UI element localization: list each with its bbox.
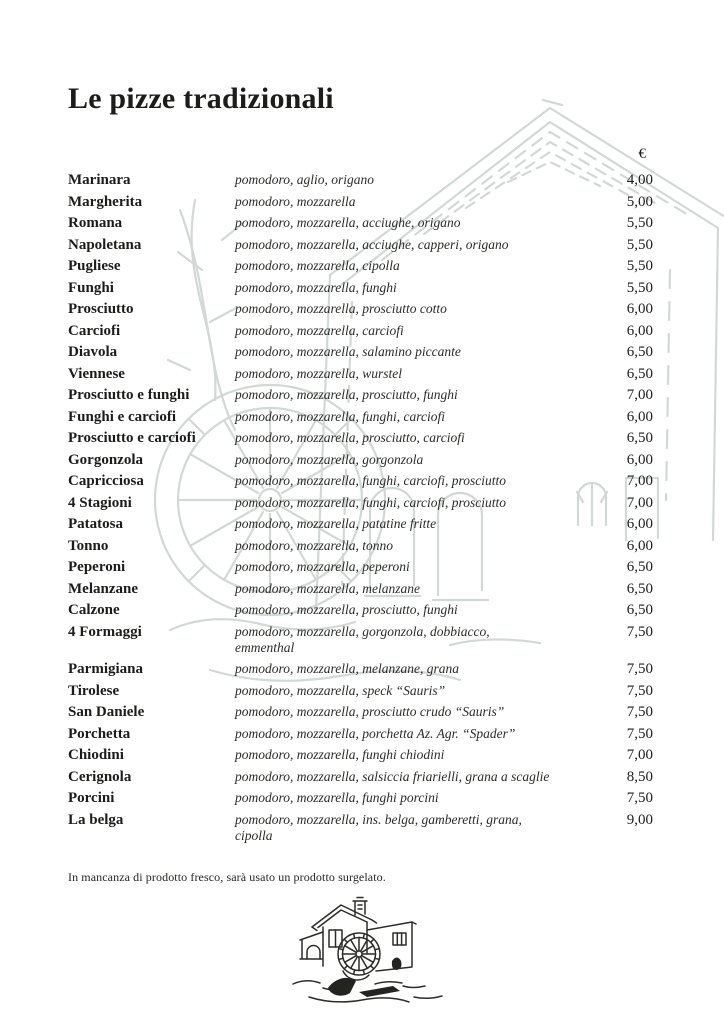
footnote: In mancanza di prodotto fresco, sarà usato un prodotto surgelato.: [68, 870, 386, 884]
pizza-name: Capricciosa: [68, 473, 144, 489]
pizza-price: 7,50: [626, 661, 653, 677]
pizza-name: Prosciutto e carciofi: [68, 430, 196, 446]
pizza-ingredients: [235, 172, 597, 188]
pizza-price: 7,50: [626, 623, 653, 640]
pizza-name: Peperoni: [68, 559, 126, 575]
pizza-price: 6,50: [626, 430, 653, 446]
pizza-ingredients-line1: pomodoro, mozzarella: [235, 193, 356, 209]
pizza-name: Romana: [68, 215, 123, 231]
pizza-name: Porcini: [68, 790, 115, 806]
pizza-price: 7,00: [626, 473, 653, 489]
menu-item-row: [68, 280, 653, 296]
pizza-name: San Daniele: [68, 704, 145, 720]
pizza-ingredients-line1: pomodoro, mozzarella, funghi chiodini: [235, 747, 445, 762]
pizza-ingredients: [235, 430, 597, 446]
pizza-price: 8,50: [626, 768, 653, 785]
pizza-price: 7,50: [626, 704, 653, 720]
pizza-ingredients: [235, 366, 597, 382]
pizza-ingredients: [235, 624, 597, 656]
pizza-ingredients: [235, 258, 597, 274]
pizza-ingredients-line1: pomodoro, mozzarella, prosciutto crudo “Sauris”: [235, 704, 505, 719]
menu-item-row: [68, 387, 653, 403]
menu-item-row: [68, 344, 653, 360]
pizza-ingredients: [235, 194, 597, 210]
pizza-ingredients: [235, 704, 597, 720]
pizza-price: 6,50: [626, 559, 653, 575]
pizza-price: 6,00: [626, 301, 653, 317]
menu-item-row: [68, 726, 653, 742]
menu-item-row: [68, 194, 653, 210]
pizza-name: Porchetta: [68, 725, 131, 742]
pizza-name: Patatosa: [68, 516, 123, 532]
pizza-name: Gorgonzola: [68, 451, 143, 468]
pizza-ingredients-line1: pomodoro, mozzarella, funghi: [235, 279, 397, 295]
pizza-price: 7,00: [626, 387, 653, 403]
menu-item-row: [68, 538, 653, 554]
pizza-ingredients: [235, 538, 597, 554]
page-title: Le pizze tradizionali: [68, 82, 334, 115]
pizza-ingredients: [235, 661, 597, 677]
pizza-name: Tirolese: [68, 682, 120, 699]
menu-item-row: [68, 215, 653, 231]
pizza-price: 6,00: [626, 408, 653, 425]
pizza-ingredients: [235, 790, 597, 806]
menu-item-row: [68, 301, 653, 317]
pizza-ingredients-line1: pomodoro, mozzarella, funghi, carciofi: [235, 408, 445, 424]
pizza-ingredients: [235, 409, 597, 425]
pizza-price: 5,50: [626, 236, 653, 253]
pizza-ingredients-line1: pomodoro, mozzarella, patatine fritte: [235, 516, 437, 531]
pizza-ingredients-line2: cipolla: [235, 827, 273, 843]
pizza-price: 7,00: [626, 747, 653, 763]
menu-item-row: [68, 452, 653, 468]
pizza-price: 7,50: [626, 725, 653, 742]
menu-item-row: [68, 683, 653, 699]
pizza-price: 6,50: [626, 344, 653, 360]
pizza-ingredients-line1: pomodoro, mozzarella, prosciutto, carciofi: [235, 430, 465, 445]
menu-item-row: [68, 704, 653, 720]
pizza-ingredients-line2: emmenthal: [235, 639, 295, 655]
pizza-price: 7,50: [626, 682, 653, 699]
pizza-ingredients-line1: pomodoro, mozzarella, prosciutto, funghi: [235, 387, 458, 402]
pizza-name: Funghi e carciofi: [68, 408, 177, 425]
pizza-ingredients: [235, 495, 597, 511]
pizza-ingredients: [235, 215, 597, 231]
pizza-name: Pugliese: [68, 258, 121, 274]
pizza-ingredients-line1: pomodoro, mozzarella, prosciutto, funghi: [235, 602, 458, 617]
pizza-name: Prosciutto: [68, 301, 134, 317]
menu-item-row: [68, 516, 653, 532]
pizza-ingredients-line1: pomodoro, mozzarella, funghi porcini: [235, 790, 439, 805]
menu-item-row: [68, 430, 653, 446]
menu-item-row: [68, 769, 653, 785]
pizza-price: 7,50: [626, 790, 653, 806]
menu-item-row: [68, 661, 653, 677]
menu-item-row: [68, 624, 653, 656]
pizza-ingredients-line1: pomodoro, mozzarella, porchetta Az. Agr. “Spader”: [235, 725, 516, 741]
menu-item-row: [68, 409, 653, 425]
pizza-name: Napoletana: [68, 236, 142, 253]
menu-item-row: [68, 747, 653, 763]
pizza-price: 5,50: [626, 279, 653, 296]
menu-item-row: [68, 323, 653, 339]
pizza-ingredients: [235, 769, 597, 785]
pizza-name: Funghi: [68, 279, 114, 296]
pizza-ingredients: [235, 683, 597, 699]
pizza-name: Marinara: [68, 172, 131, 188]
pizza-ingredients: [235, 602, 597, 618]
pizza-ingredients-line1: pomodoro, mozzarella, salsiccia friarielli, grana a scaglie: [235, 768, 550, 784]
pizza-name: Chiodini: [68, 747, 124, 763]
pizza-name: Carciofi: [68, 322, 121, 339]
pizza-ingredients-line1: pomodoro, mozzarella, acciughe, capperi, origano: [235, 236, 509, 252]
pizza-ingredients: [235, 747, 597, 763]
pizza-price: 9,00: [626, 811, 653, 828]
pizza-ingredients: [235, 812, 597, 844]
pizza-ingredients: [235, 452, 597, 468]
pizza-price: 6,50: [626, 365, 653, 382]
pizza-ingredients-line1: pomodoro, mozzarella, carciofi: [235, 322, 404, 338]
pizza-name: Melanzane: [68, 580, 138, 597]
pizza-ingredients-line1: pomodoro, mozzarella, gorgonzola, dobbiacco,: [235, 623, 490, 639]
pizza-price: 5,50: [626, 215, 653, 231]
menu-item-row: [68, 812, 653, 844]
pizza-ingredients-line1: pomodoro, mozzarella, ins. belga, gamberetti, grana,: [235, 811, 522, 827]
pizza-ingredients-line1: pomodoro, mozzarella, funghi, carciofi, prosciutto: [235, 494, 506, 510]
pizza-name: Viennese: [68, 365, 125, 382]
pizza-ingredients-line1: pomodoro, mozzarella, melanzane, grana: [235, 661, 459, 676]
pizza-price: 6,00: [626, 451, 653, 468]
pizza-price: 6,00: [626, 322, 653, 339]
pizza-ingredients-line1: pomodoro, aglio, origano: [235, 172, 375, 187]
pizza-name: Parmigiana: [68, 661, 143, 677]
watermill-logo-icon: [279, 891, 479, 1023]
pizza-price: 4,00: [626, 172, 653, 188]
pizza-ingredients: [235, 280, 597, 296]
pizza-ingredients-line1: pomodoro, mozzarella, tonno: [235, 537, 394, 553]
menu-item-row: [68, 237, 653, 253]
menu-item-row: [68, 581, 653, 597]
pizza-ingredients: [235, 237, 597, 253]
menu-item-row: [68, 366, 653, 382]
menu-item-row: [68, 258, 653, 274]
pizza-ingredients-line1: pomodoro, mozzarella, cipolla: [235, 258, 400, 273]
pizza-ingredients: [235, 516, 597, 532]
pizza-price: 6,50: [626, 602, 653, 618]
pizza-name: La belga: [68, 811, 124, 828]
menu-item-row: [68, 602, 653, 618]
menu-item-row: [68, 790, 653, 806]
pizza-name: 4 Formaggi: [68, 623, 142, 640]
pizza-price: 6,50: [626, 580, 653, 597]
pizza-price: 6,00: [626, 516, 653, 532]
menu-list: [68, 172, 653, 849]
menu-item-row: [68, 495, 653, 511]
pizza-ingredients-line1: pomodoro, mozzarella, prosciutto cotto: [235, 301, 447, 316]
pizza-ingredients: [235, 301, 597, 317]
pizza-ingredients-line1: pomodoro, mozzarella, peperoni: [235, 559, 410, 574]
pizza-name: Prosciutto e funghi: [68, 387, 190, 403]
pizza-ingredients: [235, 473, 597, 489]
pizza-price: 6,00: [626, 537, 653, 554]
pizza-price: 5,00: [626, 193, 653, 210]
currency-header: €: [638, 146, 646, 162]
pizza-name: 4 Stagioni: [68, 494, 132, 511]
pizza-name: Tonno: [68, 537, 109, 554]
pizza-name: Calzone: [68, 602, 120, 618]
pizza-ingredients-line1: pomodoro, mozzarella, melanzane: [235, 580, 420, 596]
pizza-price: 5,50: [626, 258, 653, 274]
menu-item-row: [68, 473, 653, 489]
pizza-ingredients-line1: pomodoro, mozzarella, funghi, carciofi, prosciutto: [235, 473, 506, 488]
pizza-ingredients: [235, 344, 597, 360]
pizza-ingredients-line1: pomodoro, mozzarella, gorgonzola: [235, 451, 424, 467]
pizza-price: 7,00: [626, 494, 653, 511]
pizza-ingredients: [235, 581, 597, 597]
pizza-ingredients: [235, 559, 597, 575]
pizza-name: Diavola: [68, 344, 118, 360]
pizza-ingredients: [235, 387, 597, 403]
pizza-name: Cerignola: [68, 768, 132, 785]
pizza-ingredients-line1: pomodoro, mozzarella, acciughe, origano: [235, 215, 461, 230]
pizza-ingredients: [235, 726, 597, 742]
pizza-ingredients: [235, 323, 597, 339]
menu-item-row: [68, 172, 653, 188]
pizza-ingredients-line1: pomodoro, mozzarella, wurstel: [235, 365, 403, 381]
pizza-name: Margherita: [68, 193, 143, 210]
pizza-ingredients-line1: pomodoro, mozzarella, salamino piccante: [235, 344, 461, 359]
menu-item-row: [68, 559, 653, 575]
pizza-ingredients-line1: pomodoro, mozzarella, speck “Sauris”: [235, 682, 446, 698]
